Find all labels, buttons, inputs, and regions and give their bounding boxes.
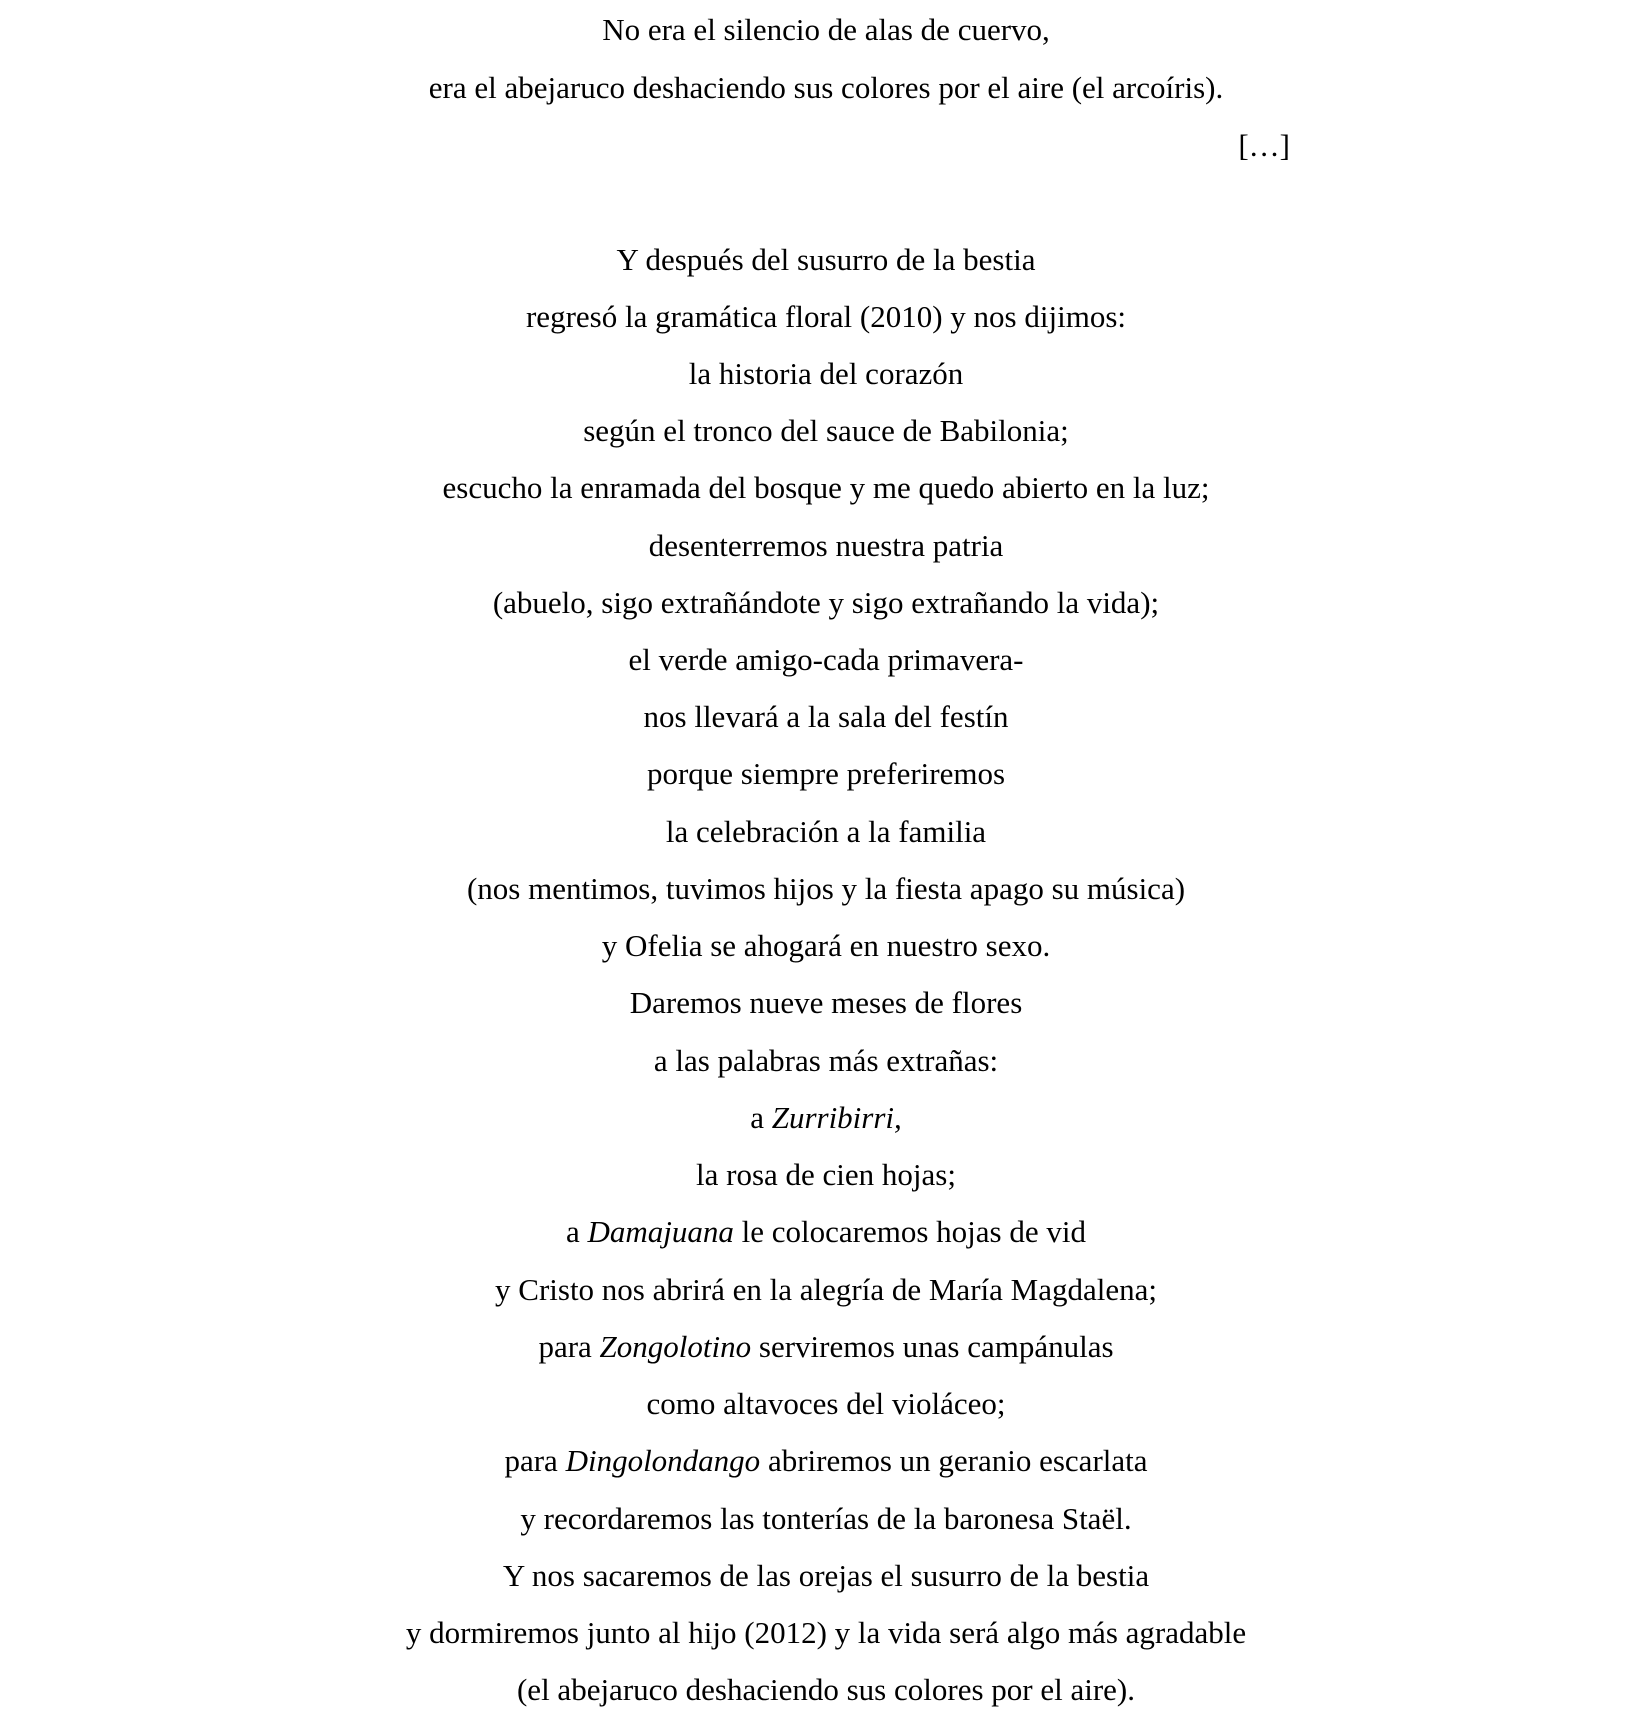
italic-word: Zongolotino	[599, 1329, 752, 1364]
line-text: a	[750, 1100, 772, 1135]
poem-line: nos llevará a la sala del festín	[643, 699, 1009, 734]
poem-line: escucho la enramada del bosque y me quedo abierto en la luz;	[442, 470, 1210, 505]
line-text: a	[566, 1214, 588, 1249]
poem-line: y Cristo nos abrirá en la alegría de María Magdalena;	[495, 1272, 1157, 1307]
poem-line: (el abejaruco deshaciendo sus colores por el aire).	[516, 1672, 1135, 1707]
poem-line: y dormiremos junto al hijo (2012) y la vida será algo más agradable	[405, 1615, 1247, 1650]
poem-line: era el abejaruco deshaciendo sus colores por el aire (el arcoíris).	[428, 70, 1224, 105]
poem-line: (abuelo, sigo extrañándote y sigo extrañando la vida);	[492, 585, 1160, 620]
line-text: serviremos unas campánulas	[751, 1329, 1114, 1364]
line-text: para	[504, 1443, 566, 1478]
poem-line: y Ofelia se ahogará en nuestro sexo.	[601, 928, 1051, 963]
poem-line: Y nos sacaremos de las orejas el susurro de la bestia	[502, 1558, 1150, 1593]
poem-line: a las palabras más extrañas:	[653, 1043, 999, 1078]
line-text: le colocaremos hojas de vid	[733, 1214, 1086, 1249]
poem-line: según el tronco del sauce de Babilonia;	[583, 413, 1069, 448]
poem-line: y recordaremos las tonterías de la baronesa Staël.	[520, 1501, 1132, 1536]
poem-line-zongolotino	[0, 1327, 1652, 1367]
italic-word: Damajuana	[587, 1214, 734, 1249]
poem-line: el verde amigo-cada primavera-	[628, 642, 1024, 677]
poem-line: No era el silencio de alas de cuervo,	[602, 12, 1050, 47]
poem-line-damajuana	[0, 1212, 1652, 1252]
line-text: para	[538, 1329, 600, 1364]
poem-line: la historia del corazón	[688, 356, 964, 391]
poem-line: regresó la gramática floral (2010) y nos dijimos:	[525, 299, 1127, 334]
poem-line: la celebración a la familia	[665, 814, 987, 849]
ellipsis-mark: […]	[1238, 128, 1290, 163]
line-text: abriremos un geranio escarlata	[760, 1443, 1148, 1478]
poem-line: porque siempre preferiremos	[646, 756, 1006, 791]
poem-line: desenterremos nuestra patria	[648, 528, 1004, 563]
poem-line: Daremos nueve meses de flores	[629, 985, 1023, 1020]
poem-line: la rosa de cien hojas;	[696, 1157, 956, 1192]
poem-line-zurribirri	[0, 1098, 1652, 1138]
poem-line: (nos mentimos, tuvimos hijos y la fiesta apago su música)	[466, 871, 1186, 906]
italic-word: Zurribirri,	[771, 1100, 902, 1135]
poem-line-dingolondango	[0, 1441, 1652, 1481]
poem-line: como altavoces del violáceo;	[646, 1386, 1006, 1421]
poem-line: Y después del susurro de la bestia	[616, 242, 1036, 277]
italic-word: Dingolondango	[565, 1443, 761, 1478]
